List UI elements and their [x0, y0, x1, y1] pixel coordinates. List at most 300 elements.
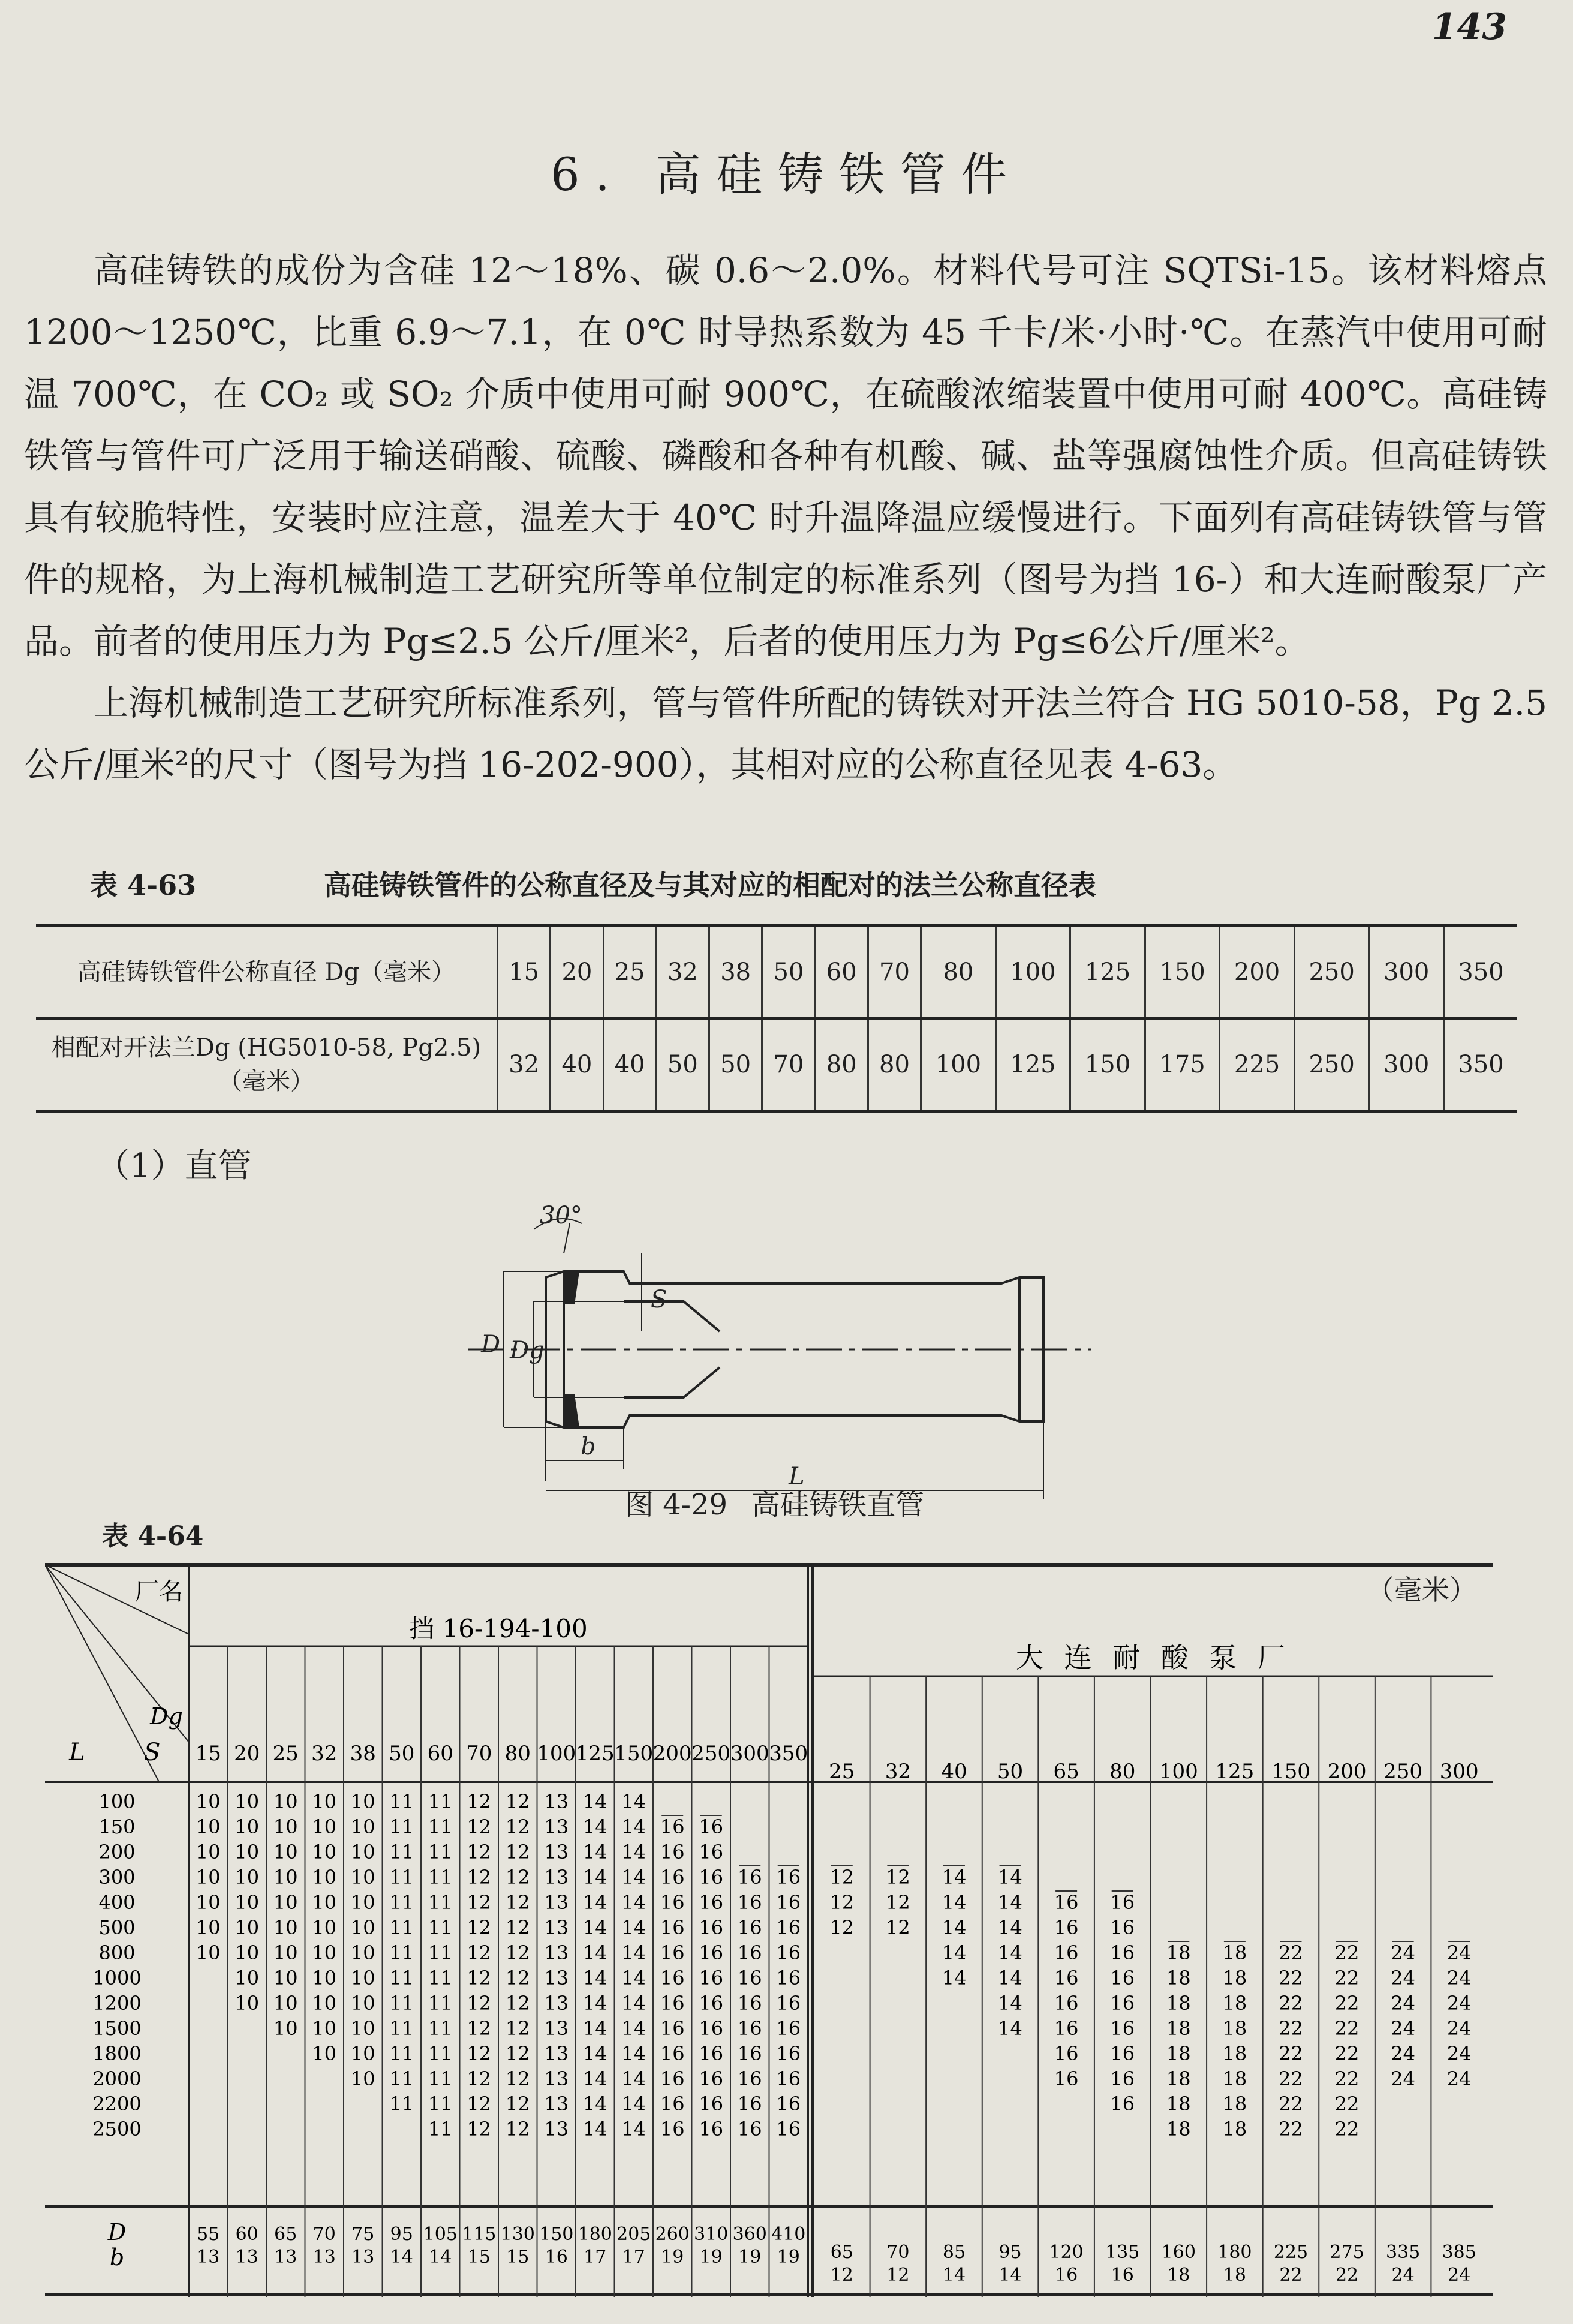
table64-s-value: 10	[350, 2017, 375, 2040]
table64-s-value: 14	[621, 1992, 646, 2015]
table64-s-value: 13	[544, 1967, 569, 1989]
table64-s-value: 18	[1166, 2067, 1191, 2090]
table64-b1-value: 19	[661, 2247, 684, 2268]
table64-s-value: 12	[505, 1891, 530, 1914]
paragraph-1: 高硅铸铁的成份为含硅 12～18%、碳 0.6～2.0%。材料代号可注 SQTSi-15。该材料熔点 1200～1250℃，比重 6.9～7.1，在 0℃ 时导热系数为 45 千卡/米·小时·℃。在蒸汽中使用可耐温 700℃，在 CO₂ 或 SO₂ 介质中使用可耐 900℃，在硫酸浓缩装置中使用可耐 400℃。高硅铸铁管与管件可广泛用于输送硝酸、硫酸、磷酸和各种有机酸、碱、盐等强腐蚀性介质。但高硅铸铁具有较脆特性，安装时应注意，温差大于 40℃ 时升温降温应缓慢进行。下面列有高硅铸铁管与管件的规格，为上海机械制造工艺研究所等单位制定的标准系列（图号为挡 16-）和大连耐酸泵厂产品。前者的使用压力为 Pg≤2.5 公斤/厘米²，后者的使用压力为 Pg≤6公斤/厘米²。	[24, 250, 1547, 662]
table64-s-value: 14	[621, 1941, 646, 1964]
table64-s-value: 10	[273, 1941, 298, 1964]
table64-s-value: 16	[737, 1992, 762, 2015]
table64-s-value: 14	[998, 1866, 1022, 1889]
table64-s-value: 10	[350, 2067, 375, 2090]
table64-s-value: 10	[312, 1866, 337, 1889]
table64-s-value: 12	[505, 2092, 530, 2115]
table64-dg2-header: 200	[1327, 1760, 1367, 1784]
table63-cell: 40	[603, 1018, 656, 1111]
table64-s-value: 16	[737, 1941, 762, 1964]
table64-s-value: 10	[234, 1841, 260, 1863]
subsection-heading: （1）直管	[96, 1147, 252, 1186]
table64-dg1-header: 300	[730, 1742, 769, 1766]
table64-s-value: 14	[621, 2067, 646, 2090]
table64-s-value: 10	[350, 1790, 375, 1813]
table64-s-value: 11	[389, 1916, 414, 1939]
table64-s-value: 12	[467, 1941, 492, 1964]
table64-s-value: 18	[1166, 2042, 1191, 2065]
table64-s-value: 16	[1110, 1967, 1135, 1989]
table64-s-value: 11	[428, 2017, 453, 2040]
table64-s-value: 10	[273, 1916, 298, 1939]
table64-D1-value: 95	[390, 2224, 413, 2245]
table64-s-value: 16	[660, 1891, 685, 1914]
table64-s-value: 18	[1166, 1992, 1191, 2015]
table64-s-value: 10	[196, 1815, 221, 1838]
table64-D2-value: 120	[1049, 2242, 1084, 2263]
table64-s-value: 16	[1110, 2067, 1135, 2090]
table64-dg1-header: 150	[614, 1742, 654, 1766]
table64-D1-value: 410	[771, 2224, 806, 2245]
table63-cell: 60	[815, 925, 868, 1018]
table64-dg2-header: 150	[1271, 1760, 1310, 1784]
table63-cell: 50	[762, 925, 815, 1018]
table64-s-value: 10	[350, 1891, 375, 1914]
table64-b1-value: 16	[545, 2247, 568, 2268]
table64-s-value: 22	[1279, 1992, 1303, 2015]
table64-s-value: 14	[621, 1841, 646, 1863]
table64-s-value: 14	[582, 2042, 607, 2065]
table64-dg1-header: 80	[504, 1742, 531, 1766]
table63-cell: 70	[868, 925, 921, 1018]
table64-s-value: 11	[389, 1866, 414, 1889]
table64-s-value: 12	[505, 1967, 530, 1989]
table64-s-value: 12	[505, 1790, 530, 1813]
table64-s-value: 10	[234, 1916, 260, 1939]
table64-s-value: 16	[737, 2092, 762, 2115]
table64-s-value: 22	[1334, 2042, 1360, 2065]
table64-s-value: 16	[699, 1815, 724, 1838]
table64-b2-value: 18	[1223, 2265, 1246, 2286]
table64-s-value: 11	[389, 1891, 414, 1914]
table64-s-value: 10	[350, 1967, 375, 1989]
table64-dg1-header: 70	[466, 1742, 492, 1766]
table64-s-value: 16	[776, 2118, 801, 2140]
table63-caption	[90, 864, 1469, 903]
table64-L-value: 1200	[92, 1992, 142, 2015]
table64-s-value: 22	[1279, 2092, 1303, 2115]
table64-s-value: 16	[737, 2118, 762, 2140]
table64-s-value: 16	[699, 2017, 724, 2040]
table64-s-value: 10	[196, 1941, 221, 1964]
table64-s-value: 14	[998, 1992, 1022, 2015]
table64-dg2-header: 50	[997, 1760, 1024, 1784]
table64-group2-title: 大 连 耐 酸 泵 厂	[1015, 1641, 1292, 1674]
table64-s-value: 10	[234, 1992, 260, 2015]
body-text	[24, 240, 1547, 796]
table64-D1-value: 75	[351, 2224, 375, 2245]
table64-dg2-header: 80	[1109, 1760, 1136, 1784]
table64-b2-value: 18	[1167, 2265, 1190, 2286]
table64-s-value: 12	[886, 1866, 910, 1889]
table64-dg1-header: 125	[575, 1742, 615, 1766]
table64-s-value: 16	[776, 1916, 801, 1939]
table64-corner-dg: Dg	[150, 1703, 183, 1730]
table64-s-value: 13	[544, 1790, 569, 1813]
table64-s-value: 10	[312, 1841, 337, 1863]
table64-dg1-header: 32	[311, 1742, 338, 1766]
table64-s-value: 10	[273, 1866, 298, 1889]
table64-s-value: 12	[505, 1841, 530, 1863]
table64-s-value: 16	[776, 2092, 801, 2115]
table64-s-value: 16	[776, 2042, 801, 2065]
table64-s-value: 16	[737, 1866, 762, 1889]
table64-s-value: 16	[1110, 1992, 1135, 2015]
table64-s-value: 10	[312, 1992, 337, 2015]
table64-s-value: 12	[505, 2017, 530, 2040]
table64-s-value: 13	[544, 1866, 569, 1889]
table64-b1-value: 15	[467, 2247, 491, 2268]
table64-s-value: 11	[389, 2067, 414, 2090]
table64-s-value: 14	[582, 1891, 607, 1914]
table64-s-value: 16	[699, 1866, 724, 1889]
table64-s-value: 24	[1391, 2042, 1415, 2065]
table64-b1-value: 19	[699, 2247, 723, 2268]
table64-s-value: 14	[582, 1941, 607, 1964]
table64-dg2-header: 25	[829, 1760, 855, 1784]
table64-s-value: 16	[737, 1891, 762, 1914]
table64-s-value: 10	[234, 1790, 260, 1813]
table64-s-value: 16	[699, 1916, 724, 1939]
table64-s-value: 11	[389, 1967, 414, 1989]
table64-s-value: 14	[621, 1916, 646, 1939]
table64-s-value: 10	[273, 1790, 298, 1813]
table64-dg1-header: 350	[769, 1742, 808, 1766]
table64-s-value: 14	[582, 1992, 607, 2015]
table64-s-value: 16	[660, 1916, 685, 1939]
table64-s-value: 13	[544, 1891, 569, 1914]
table63-cell: 40	[551, 1018, 603, 1111]
table64-s-value: 11	[389, 2042, 414, 2065]
table64-s-value: 22	[1334, 1992, 1360, 2015]
table64-s-value: 10	[350, 1841, 375, 1863]
table64-s-value: 10	[350, 2042, 375, 2065]
table64-s-value: 12	[505, 1941, 530, 1964]
table64-s-value: 12	[505, 1916, 530, 1939]
table64-b1-value: 14	[390, 2247, 413, 2268]
table64-dg1-header: 250	[691, 1742, 731, 1766]
table64-s-value: 18	[1166, 1941, 1191, 1964]
table64-s-value: 11	[389, 2092, 414, 2115]
table64-s-value: 12	[886, 1916, 910, 1939]
table64-s-value: 14	[621, 2042, 646, 2065]
table64-dg2-header: 32	[885, 1760, 912, 1784]
table63-cell: 50	[656, 1018, 709, 1111]
table64-s-value: 13	[544, 2067, 569, 2090]
table64-s-value: 12	[467, 1891, 492, 1914]
table64-D1-value: 180	[578, 2224, 612, 2245]
table64-b1-value: 19	[738, 2247, 762, 2268]
table64-s-value: 10	[234, 1967, 260, 1989]
table64-s-value: 12	[829, 1916, 855, 1939]
table64-D2-value: 160	[1161, 2242, 1196, 2263]
table64-s-value: 14	[621, 1967, 646, 1989]
table64-s-value: 24	[1446, 2042, 1472, 2065]
table64-s-value: 10	[234, 1866, 260, 1889]
table64-s-value: 18	[1222, 2092, 1247, 2115]
table64-s-value: 18	[1222, 2042, 1247, 2065]
table64-s-value: 12	[829, 1891, 855, 1914]
table64-s-value: 11	[389, 1941, 414, 1964]
fig-s-label: S	[651, 1286, 667, 1313]
table64-L-value: 2500	[92, 2118, 142, 2140]
table64-s-value: 12	[467, 2092, 492, 2115]
table64-s-value: 11	[428, 2042, 453, 2065]
table64-s-value: 16	[660, 1815, 685, 1838]
table64-s-value: 18	[1166, 1967, 1191, 1989]
table64-s-value: 11	[428, 1841, 453, 1863]
table63-cell: 50	[709, 1018, 762, 1111]
table63-cell: 300	[1369, 1018, 1444, 1111]
table64-dg2-header: 300	[1439, 1760, 1479, 1784]
table64-s-value: 16	[776, 1992, 801, 2015]
table64-s-value: 12	[467, 1916, 492, 1939]
table64-s-value: 16	[699, 1891, 724, 1914]
table63-cell: 32	[656, 925, 709, 1018]
table63-cell: 125	[995, 1018, 1070, 1111]
table64-s-value: 14	[582, 1866, 607, 1889]
table63-cell: 250	[1294, 925, 1369, 1018]
table64-s-value: 16	[1054, 1967, 1079, 1989]
table64-s-value: 10	[196, 1916, 221, 1939]
table64-s-value: 10	[273, 1815, 298, 1838]
table64-s-value: 10	[350, 1941, 375, 1964]
table64-s-value: 14	[582, 1967, 607, 1989]
table64-s-value: 18	[1222, 2017, 1247, 2040]
table64-D1-value: 70	[312, 2224, 336, 2245]
table64-s-value: 10	[350, 1866, 375, 1889]
table64-s-value: 10	[312, 1891, 337, 1914]
figure-caption-text: 高硅铸铁直管	[751, 1488, 925, 1522]
table64-L-value: 200	[98, 1841, 136, 1863]
table63-cell: 225	[1220, 1018, 1295, 1111]
table64-b1-value: 19	[777, 2247, 800, 2268]
table64-unit: （毫米）	[1367, 1574, 1477, 1606]
table64-s-value: 10	[196, 1841, 221, 1863]
table63-cell: 100	[995, 925, 1070, 1018]
table64-corner-maker: 厂名	[135, 1578, 183, 1606]
table64-s-value: 16	[737, 2042, 762, 2065]
fig-D-label: D	[481, 1331, 501, 1358]
table63-row2-head: 相配对开法兰Dg (HG5010-58, Pg2.5)（毫米）	[51, 1034, 482, 1095]
table64-b1-value: 13	[312, 2247, 336, 2268]
table64-dg1-header: 100	[537, 1742, 576, 1766]
table64-s-value: 12	[505, 1866, 530, 1889]
table64-D1-value: 150	[539, 2224, 574, 2245]
table64-s-value: 16	[660, 2017, 685, 2040]
table64-s-value: 13	[544, 2017, 569, 2040]
table64-b1-value: 13	[197, 2247, 220, 2268]
table64-s-value: 14	[998, 2017, 1022, 2040]
table64-s-value: 22	[1279, 1967, 1303, 1989]
table64-b1-value: 13	[235, 2247, 258, 2268]
table64-s-value: 10	[196, 1866, 221, 1889]
table64-b2-value: 24	[1448, 2265, 1471, 2286]
table64-s-value: 11	[389, 1815, 414, 1838]
table64-L-value: 1800	[92, 2042, 142, 2065]
table64-s-value: 16	[737, 2067, 762, 2090]
table64-s-value: 16	[660, 2092, 685, 2115]
table64-s-value: 11	[389, 2017, 414, 2040]
table64-D1-value: 115	[462, 2224, 497, 2245]
table64-s-value: 16	[737, 1916, 762, 1939]
table64-s-value: 16	[699, 1967, 724, 1989]
table64-s-value: 18	[1166, 2092, 1191, 2115]
table64-s-value: 14	[942, 1916, 967, 1939]
table64-s-value: 14	[998, 1916, 1022, 1939]
table64-s-value: 11	[389, 1790, 414, 1813]
table64-s-value: 16	[737, 1967, 762, 1989]
table64-s-value: 14	[621, 2017, 646, 2040]
table64-s-value: 11	[389, 1992, 414, 2015]
table64-s-value: 12	[467, 2017, 492, 2040]
table64-s-value: 12	[467, 1841, 492, 1863]
table64-s-value: 14	[582, 2092, 607, 2115]
table64-b1-value: 13	[274, 2247, 297, 2268]
table64-s-value: 24	[1446, 1941, 1472, 1964]
table64-D2-value: 225	[1273, 2242, 1309, 2263]
table64-s-value: 14	[998, 1891, 1022, 1914]
table64-s-value: 24	[1391, 1967, 1415, 1989]
table64-s-value: 22	[1279, 1941, 1303, 1964]
table64-s-value: 22	[1279, 2118, 1303, 2140]
figure-caption-number: 图 4-29	[624, 1488, 728, 1522]
table64-s-value: 16	[776, 1941, 801, 1964]
table64-group1-title: 挡 16-194-100	[409, 1614, 588, 1643]
table63-cell: 20	[551, 925, 603, 1018]
table64-corner-L: L	[69, 1739, 85, 1766]
table64-s-value: 14	[582, 2017, 607, 2040]
table64-D1-value: 55	[197, 2224, 220, 2245]
table64-s-value: 22	[1334, 2118, 1360, 2140]
page-number: 143	[1431, 6, 1507, 48]
table64-s-value: 10	[312, 2017, 337, 2040]
table64-s-value: 11	[428, 1992, 453, 2015]
table64-s-value: 22	[1334, 2067, 1360, 2090]
table64-foot-D: D	[107, 2219, 127, 2245]
table64-s-value: 16	[699, 2118, 724, 2140]
table64-L-value: 300	[98, 1866, 136, 1889]
straight-pipe-figure	[444, 1187, 1115, 1511]
table64-L-value: 100	[98, 1790, 136, 1813]
table64-D1-value: 105	[423, 2224, 458, 2245]
table64-s-value: 12	[467, 2118, 492, 2140]
table64-D1-value: 60	[235, 2224, 258, 2245]
table64-D2-value: 275	[1330, 2242, 1364, 2263]
table64-s-value: 18	[1222, 1941, 1247, 1964]
table63-cell: 200	[1220, 925, 1295, 1018]
table64-s-value: 16	[1110, 2092, 1135, 2115]
table63-row-1	[36, 925, 1517, 1018]
table64-s-value: 11	[428, 1967, 453, 1989]
table64-b2-value: 12	[830, 2265, 853, 2286]
table64-corner-S: S	[144, 1739, 161, 1766]
table64-dg1-header: 20	[234, 1742, 260, 1766]
table64-dg1-header: 25	[272, 1742, 299, 1766]
table64-s-value: 22	[1334, 1941, 1360, 1964]
table64-s-value: 22	[1334, 2017, 1360, 2040]
table64-s-value: 14	[998, 1967, 1022, 1989]
table63-cell: 175	[1145, 1018, 1220, 1111]
table64-s-value: 22	[1334, 2092, 1360, 2115]
table64-s-value: 11	[428, 1866, 453, 1889]
section-title: 6. 高硅铸铁管件	[551, 148, 1022, 201]
table64-s-value: 10	[234, 1815, 260, 1838]
table64-s-value: 16	[1054, 2067, 1079, 2090]
table63-label: 表 4-63	[90, 869, 197, 901]
table64-s-value: 11	[428, 1790, 453, 1813]
table64-s-value: 22	[1279, 2067, 1303, 2090]
table64-s-value: 12	[467, 2067, 492, 2090]
table64-s-value: 16	[1054, 2017, 1079, 2040]
table64-dg2-header: 65	[1053, 1760, 1079, 1784]
table64-s-value: 10	[350, 1815, 375, 1838]
table64-s-value: 14	[621, 1866, 646, 1889]
table64-s-value: 16	[1054, 1941, 1079, 1964]
table64-s-value: 14	[621, 1891, 646, 1914]
table64-s-value: 10	[350, 1916, 375, 1939]
table64-s-value: 11	[428, 1941, 453, 1964]
table64-s-value: 11	[428, 2118, 453, 2140]
fig-angle-label: 30°	[540, 1202, 582, 1229]
fig-b-label: b	[581, 1433, 596, 1460]
table64-D1-value: 360	[732, 2224, 767, 2245]
table64-s-value: 10	[273, 2017, 298, 2040]
table64-s-value: 24	[1446, 1992, 1472, 2015]
straight-pipe-drawing	[444, 1187, 1115, 1511]
table64-dg2-header: 250	[1383, 1760, 1423, 1784]
table64-s-value: 14	[582, 2067, 607, 2090]
table64-s-value: 18	[1222, 2118, 1247, 2140]
table63-cell: 250	[1294, 1018, 1369, 1111]
table64-b1-value: 15	[506, 2247, 530, 2268]
table63-cell: 25	[603, 925, 656, 1018]
table64-D1-value: 205	[616, 2224, 651, 2245]
table64-s-value: 22	[1279, 2042, 1303, 2065]
table64-s-value: 22	[1279, 2017, 1303, 2040]
table64-s-value: 16	[776, 1967, 801, 1989]
table64-s-value: 16	[1054, 1916, 1079, 1939]
table64-D2-value: 180	[1217, 2242, 1252, 2263]
table63-cell: 350	[1443, 1018, 1517, 1111]
table64-s-value: 16	[1110, 1891, 1135, 1914]
table64-s-value: 18	[1222, 1992, 1247, 2015]
table64-b2-value: 14	[998, 2265, 1022, 2286]
table64-s-value: 10	[273, 1967, 298, 1989]
table64-s-value: 10	[312, 1967, 337, 1989]
table64-s-value: 16	[699, 1841, 724, 1863]
table64-s-value: 12	[505, 2042, 530, 2065]
table64-D2-value: 135	[1105, 2242, 1140, 2263]
table64-D2-value: 335	[1385, 2242, 1421, 2263]
table64-s-value: 12	[505, 2118, 530, 2140]
table64-s-value: 13	[544, 1992, 569, 2015]
table64-s-value: 14	[621, 2092, 646, 2115]
table64-s-value: 16	[660, 1967, 685, 1989]
table64-s-value: 18	[1222, 2067, 1247, 2090]
table64-s-value: 18	[1166, 2017, 1191, 2040]
table64-L-value: 2200	[92, 2092, 142, 2115]
table64-s-value: 12	[886, 1891, 910, 1914]
table64-dg1-header: 200	[652, 1742, 692, 1766]
table64-s-value: 12	[467, 2042, 492, 2065]
table63-cell: 125	[1070, 925, 1145, 1018]
